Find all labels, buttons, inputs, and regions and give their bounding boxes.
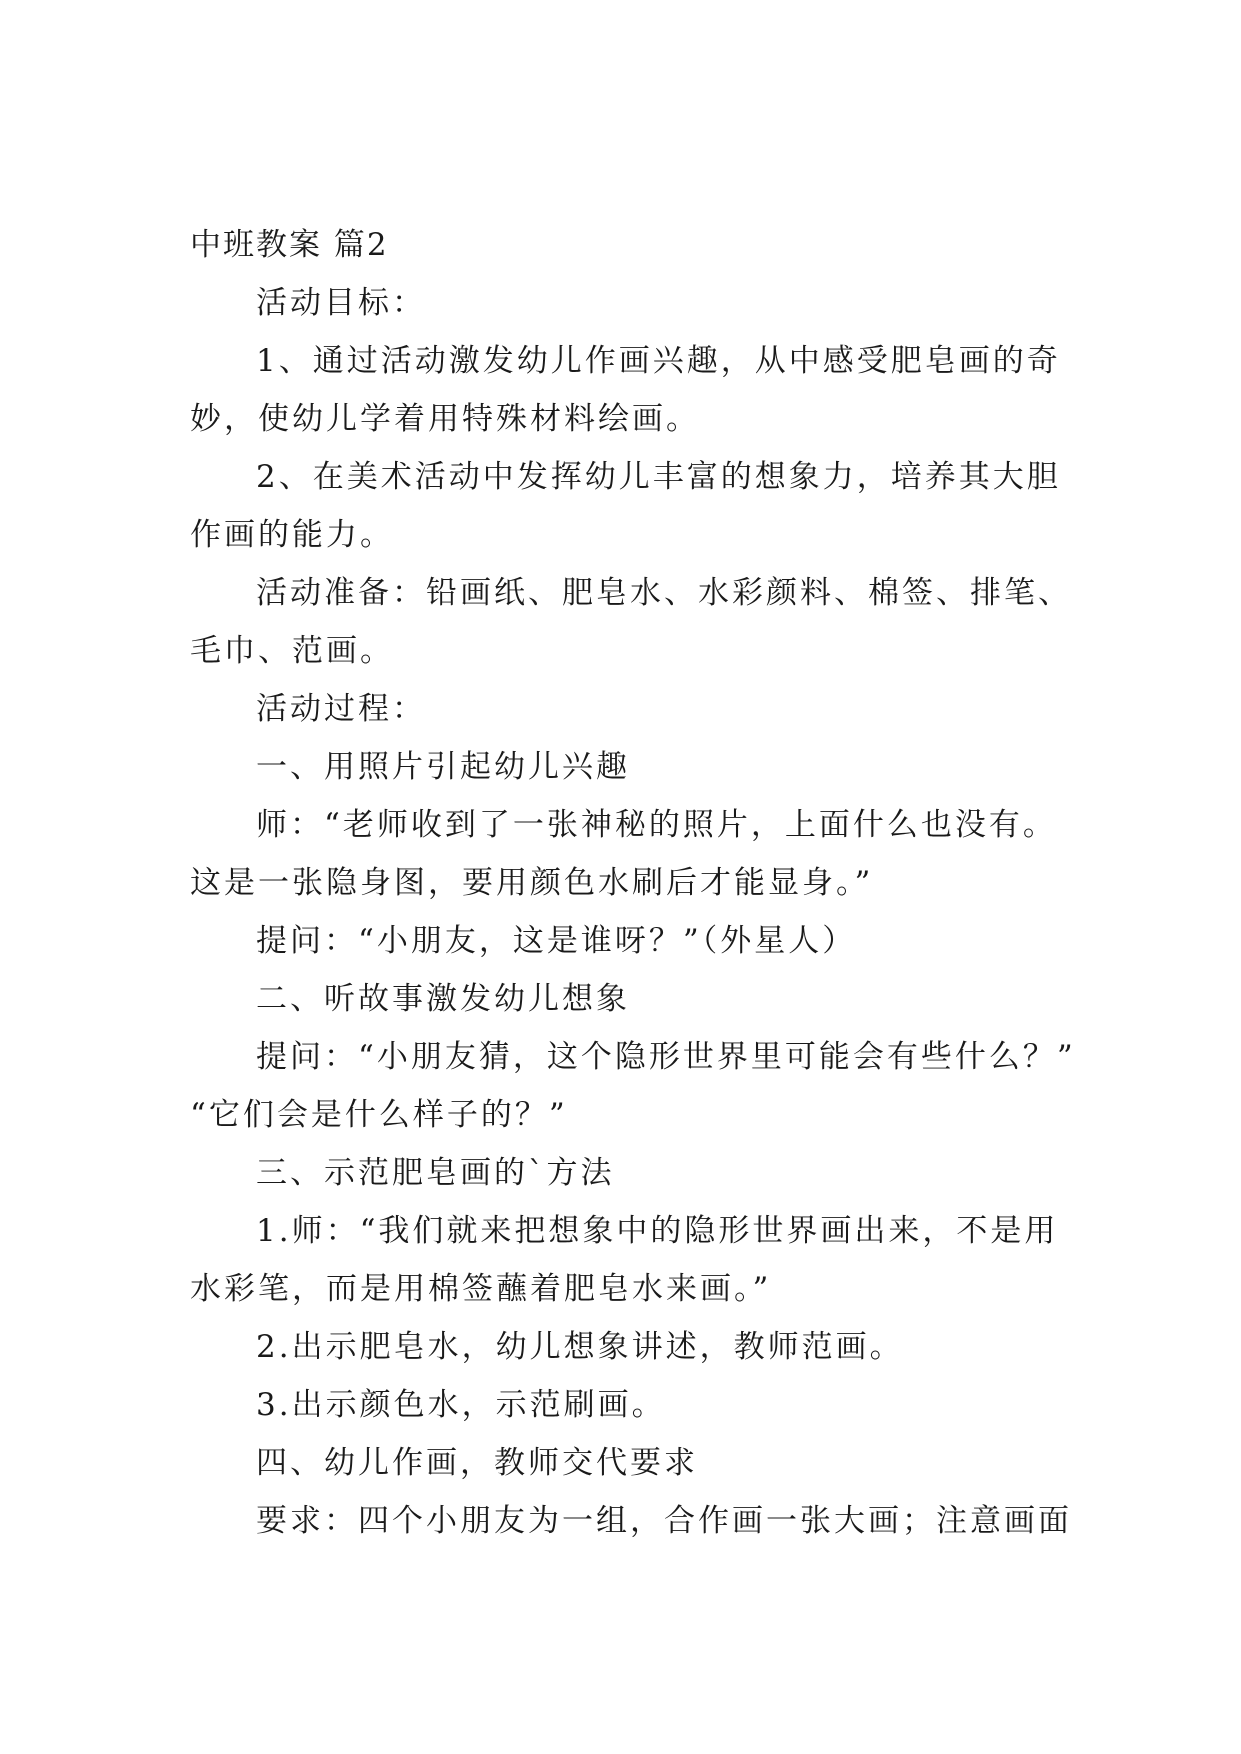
paragraph-line: 1、通过活动激发幼儿作画兴趣，从中感受肥皂画的奇 — [256, 343, 1061, 379]
paragraph-line: 3.出示颜色水，示范刷画。 — [256, 1387, 666, 1423]
paragraph-line: 一、用照片引起幼儿兴趣 — [256, 749, 630, 785]
paragraph-line: 三、示范肥皂画的`方法 — [256, 1155, 615, 1191]
paragraph-line: 提问：“小朋友，这是谁呀？”（外星人） — [256, 923, 857, 959]
paragraph-line: 二、听故事激发幼儿想象 — [256, 981, 630, 1017]
paragraph-line: 活动过程： — [256, 691, 426, 727]
document-title: 中班教案 篇2 — [190, 227, 389, 263]
paragraph-line: 2、在美术活动中发挥幼儿丰富的想象力，培养其大胆 — [256, 459, 1061, 495]
paragraph-line: 1.师：“我们就来把想象中的隐形世界画出来，不是用 — [256, 1213, 1059, 1249]
paragraph-line: 四、幼儿作画，教师交代要求 — [256, 1445, 698, 1481]
paragraph-line: 水彩笔，而是用棉签蘸着肥皂水来画。” — [190, 1271, 772, 1307]
paragraph-line: 活动目标： — [256, 285, 426, 321]
paragraph-line: 妙，使幼儿学着用特殊材料绘画。 — [190, 401, 700, 437]
paragraph-line: 2.出示肥皂水，幼儿想象讲述，教师范画。 — [256, 1329, 904, 1365]
paragraph-line: 师：“老师收到了一张神秘的照片，上面什么也没有。 — [256, 807, 1057, 843]
paragraph-line: 这是一张隐身图，要用颜色水刷后才能显身。” — [190, 865, 874, 901]
paragraph-line: 活动准备：铅画纸、肥皂水、水彩颜料、棉签、排笔、 — [256, 575, 1072, 611]
document-body — [190, 216, 1076, 1550]
paragraph-line: 提问：“小朋友猜，这个隐形世界里可能会有些什么？” — [256, 1039, 1076, 1075]
paragraph-line: 要求：四个小朋友为一组，合作画一张大画；注意画面 — [256, 1503, 1072, 1539]
paragraph-line: “它们会是什么样子的？” — [190, 1097, 568, 1133]
paragraph-line: 毛巾、范画。 — [190, 633, 394, 669]
paragraph-line: 作画的能力。 — [190, 517, 394, 553]
